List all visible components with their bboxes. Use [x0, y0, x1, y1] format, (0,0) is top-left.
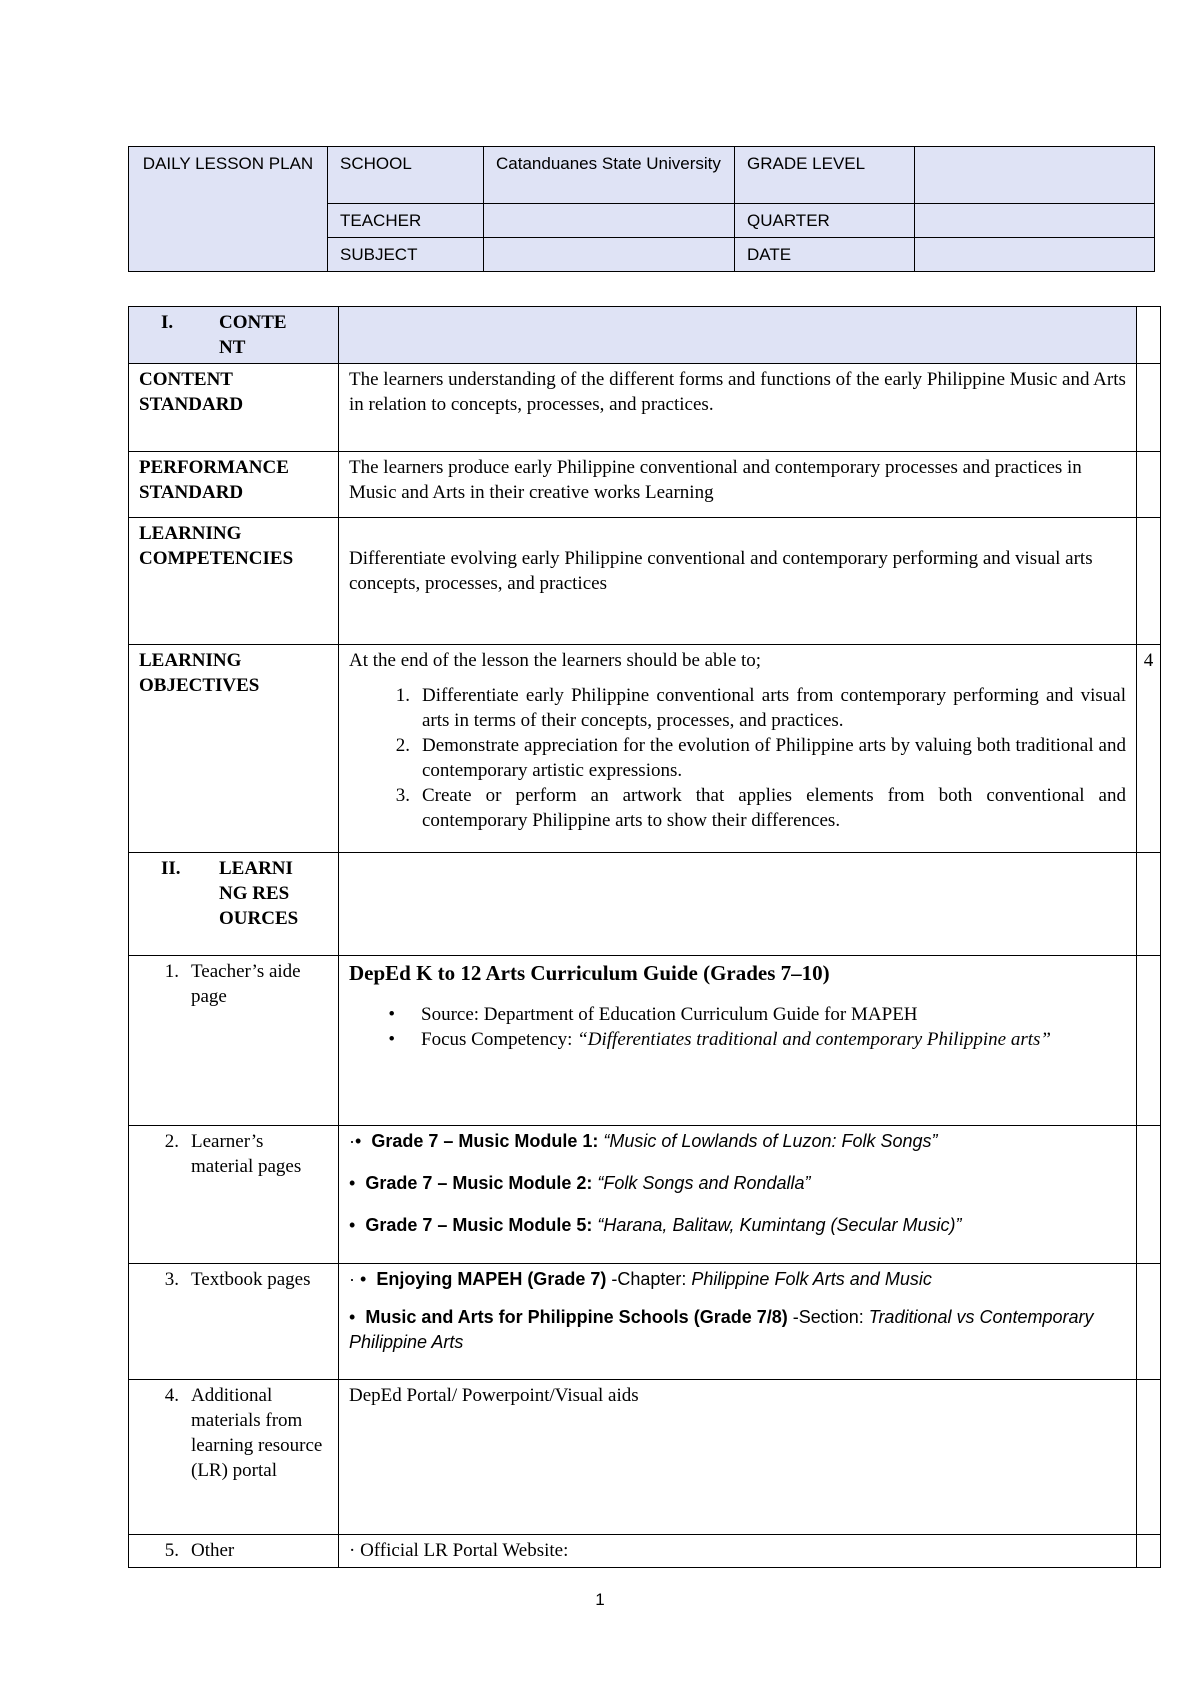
teacher-guide-label: Teacher’s aide page [191, 961, 301, 1007]
textbook-item: • Music and Arts for Philippine Schools (Grade 7/8) -Section: Traditional vs Contemporary Philippine Arts [349, 1307, 1094, 1352]
list-item: • Source: Department of Education Curriculum Guide for MAPEH [388, 1004, 918, 1025]
side-cell [1137, 1380, 1161, 1535]
module-item: • Grade 7 – Music Module 2: “Folk Songs and Rondalla” [349, 1173, 811, 1193]
teacher-guide-cell [339, 956, 1137, 1126]
page-number: 1 [595, 1590, 605, 1609]
quarter-value [915, 204, 1155, 238]
objectives-cell [339, 645, 1137, 853]
objective-item: 2. Demonstrate appreciation for the evolution of Philippine arts by valuing both traditional and contemporary artistic expressions. [395, 735, 1126, 781]
objectives-side-note: 4 [1137, 645, 1161, 853]
curriculum-guide-heading: DepEd K to 12 Arts Curriculum Guide (Grades 7–10) [349, 961, 830, 985]
other-text: · Official LR Portal Website: [339, 1535, 1137, 1568]
subject-value [484, 238, 735, 272]
side-cell [1137, 364, 1161, 452]
objective-item: 1. Differentiate early Philippine conventional arts from contemporary performing and visual arts in terms of their concepts, processes, and practices. [395, 685, 1126, 731]
section-content-body [339, 307, 1137, 364]
section-content-heading: I. CONTENT [129, 307, 339, 364]
objective-item: 3. Create or perform an artwork that applies elements from both conventional and contemporary Philippine arts to show their differences. [395, 785, 1126, 831]
date-label: DATE [735, 238, 915, 272]
lesson-plan-title: DAILY LESSON PLAN [129, 147, 328, 272]
learner-material-label-cell: 2. Learner’s material pages [129, 1126, 339, 1264]
module-item: ·• Grade 7 – Music Module 1: “Music of Lowlands of Luzon: Folk Songs” [349, 1131, 938, 1151]
subject-label: SUBJECT [328, 238, 484, 272]
curriculum-guide-bullets [349, 1002, 1126, 1052]
objectives-row [129, 645, 1161, 853]
content-standard-label: CONTENT STANDARD [129, 364, 339, 452]
textbook-label: Textbook pages [191, 1269, 311, 1290]
school-label: SCHOOL [328, 147, 484, 204]
side-cell [1137, 1535, 1161, 1568]
performance-standard-row [129, 452, 1161, 518]
other-row [129, 1535, 1161, 1568]
performance-standard-label: PERFORMANCE STANDARD [129, 452, 339, 518]
teacher-guide-row [129, 956, 1161, 1126]
quarter-label: QUARTER [735, 204, 915, 238]
date-value [915, 238, 1155, 272]
objectives-list [349, 683, 1126, 833]
additional-materials-label: Additional materials from learning resource (LR) portal [191, 1385, 323, 1481]
teacher-guide-label-cell: 1. Teacher’s aide page [129, 956, 339, 1126]
competencies-label: LEARNING COMPETENCIES [129, 518, 339, 645]
teacher-label: TEACHER [328, 204, 484, 238]
school-value: Catanduanes State University [484, 147, 735, 204]
performance-standard-text: The learners produce early Philippine conventional and contemporary processes and practices in Music and Arts in their creative works Learning [339, 452, 1137, 518]
objectives-label: LEARNING OBJECTIVES [129, 645, 339, 853]
side-cell [1137, 853, 1161, 956]
module-item: • Grade 7 – Music Module 5: “Harana, Balitaw, Kumintang (Secular Music)” [349, 1215, 962, 1235]
side-cell [1137, 452, 1161, 518]
content-standard-text: The learners understanding of the different forms and functions of the early Philippine Music and Arts in relation to concepts, processes, and practices. [339, 364, 1137, 452]
learner-material-label: Learner’s material pages [191, 1131, 302, 1177]
additional-materials-label-cell: 4. Additional materials from learning resource (LR) portal [129, 1380, 339, 1535]
textbook-item: · • Enjoying MAPEH (Grade 7) -Chapter: Philippine Folk Arts and Music [349, 1269, 932, 1289]
grade-level-value [915, 147, 1155, 204]
grade-level-label: GRADE LEVEL [735, 147, 915, 204]
textbook-label-cell: 3. Textbook pages [129, 1264, 339, 1380]
additional-materials-row [129, 1380, 1161, 1535]
side-cell [1137, 307, 1161, 364]
additional-materials-text: DepEd Portal/ Powerpoint/Visual aids [339, 1380, 1137, 1535]
textbook-row [129, 1264, 1161, 1380]
other-label: Other [191, 1540, 235, 1561]
competencies-row [129, 518, 1161, 645]
teacher-value [484, 204, 735, 238]
learner-material-cell [339, 1126, 1137, 1264]
section-content-row [129, 307, 1161, 364]
section-resources-body [339, 853, 1137, 956]
side-cell [1137, 1126, 1161, 1264]
header-table [128, 146, 1155, 272]
competencies-text: Differentiate evolving early Philippine conventional and contemporary performing and visual arts concepts, processes, and practices [349, 548, 1093, 594]
other-label-cell: 5. Other [129, 1535, 339, 1568]
side-cell [1137, 956, 1161, 1126]
list-item: • Focus Competency: “Differentiates traditional and contemporary Philippine arts” [388, 1029, 1051, 1050]
learner-material-row [129, 1126, 1161, 1264]
content-standard-row [129, 364, 1161, 452]
side-cell [1137, 518, 1161, 645]
section-resources-row [129, 853, 1161, 956]
lesson-table [128, 306, 1161, 1568]
competencies-cell [339, 518, 1137, 645]
objectives-intro: At the end of the lesson the learners should be able to; [349, 650, 762, 671]
side-cell [1137, 1264, 1161, 1380]
textbook-cell [339, 1264, 1137, 1380]
section-resources-heading: II. LEARNING RESOURCES [129, 853, 339, 956]
